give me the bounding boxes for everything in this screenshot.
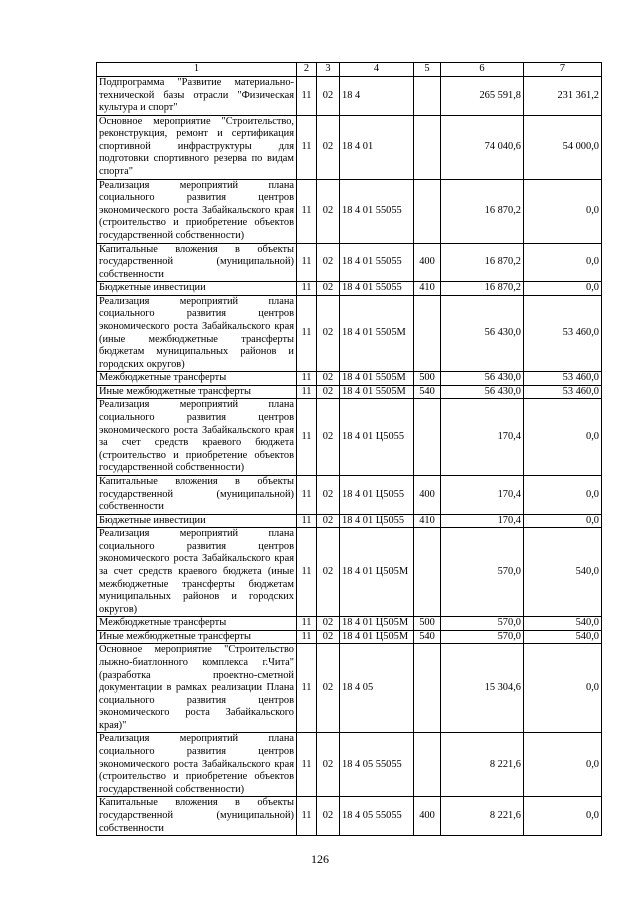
cell-subsection: 02 (317, 617, 340, 631)
cell-target-article: 18 4 01 5505М (340, 295, 414, 371)
cell-amount-1: 8 221,6 (441, 797, 524, 836)
header-col-3: 3 (317, 63, 340, 77)
cell-amount-2: 53 460,0 (524, 385, 602, 399)
cell-subsection: 02 (317, 295, 340, 371)
cell-section: 11 (297, 797, 317, 836)
cell-target-article: 18 4 05 (340, 644, 414, 733)
cell-amount-2: 231 361,2 (524, 77, 602, 116)
table-row (97, 528, 602, 617)
cell-subsection: 02 (317, 475, 340, 514)
cell-expense-type (414, 733, 441, 797)
cell-section: 11 (297, 115, 317, 179)
header-row (97, 63, 602, 77)
table-row (97, 295, 602, 371)
cell-amount-1: 8 221,6 (441, 733, 524, 797)
cell-name: Межбюджетные трансферты (97, 372, 297, 386)
cell-section: 11 (297, 475, 317, 514)
cell-expense-type (414, 399, 441, 475)
cell-amount-1: 56 430,0 (441, 372, 524, 386)
table-row (97, 514, 602, 528)
cell-subsection: 02 (317, 733, 340, 797)
cell-target-article: 18 4 05 55055 (340, 797, 414, 836)
cell-expense-type (414, 115, 441, 179)
cell-section: 11 (297, 733, 317, 797)
cell-subsection: 02 (317, 644, 340, 733)
cell-amount-1: 170,4 (441, 399, 524, 475)
cell-subsection: 02 (317, 179, 340, 243)
cell-expense-type: 500 (414, 617, 441, 631)
cell-subsection: 02 (317, 385, 340, 399)
cell-expense-type (414, 528, 441, 617)
cell-target-article: 18 4 (340, 77, 414, 116)
cell-amount-1: 56 430,0 (441, 385, 524, 399)
table-row (97, 617, 602, 631)
table-row (97, 77, 602, 116)
cell-name: Капитальные вложения в объекты государственной (муниципальной) собственности (97, 797, 297, 836)
cell-amount-2: 53 460,0 (524, 295, 602, 371)
cell-target-article: 18 4 01 55055 (340, 282, 414, 296)
table-header (97, 63, 602, 77)
cell-expense-type: 400 (414, 475, 441, 514)
cell-section: 11 (297, 399, 317, 475)
header-col-7: 7 (524, 63, 602, 77)
cell-amount-2: 0,0 (524, 282, 602, 296)
cell-name: Реализация мероприятий плана социального развития центров экономического роста Забайкальского края (строительство и приобретение объектов государственной собственности) (97, 733, 297, 797)
cell-amount-2: 540,0 (524, 617, 602, 631)
table-row (97, 630, 602, 644)
cell-target-article: 18 4 01 Ц5055 (340, 514, 414, 528)
cell-amount-2: 0,0 (524, 243, 602, 282)
cell-section: 11 (297, 528, 317, 617)
cell-amount-2: 0,0 (524, 797, 602, 836)
cell-section: 11 (297, 282, 317, 296)
header-col-1: 1 (97, 63, 297, 77)
cell-name: Капитальные вложения в объекты государственной (муниципальной) собственности (97, 475, 297, 514)
cell-subsection: 02 (317, 77, 340, 116)
cell-name: Бюджетные инвестиции (97, 514, 297, 528)
cell-section: 11 (297, 385, 317, 399)
cell-target-article: 18 4 01 Ц505М (340, 528, 414, 617)
cell-subsection: 02 (317, 243, 340, 282)
cell-subsection: 02 (317, 372, 340, 386)
cell-subsection: 02 (317, 630, 340, 644)
cell-amount-2: 53 460,0 (524, 372, 602, 386)
table-row (97, 115, 602, 179)
cell-amount-1: 265 591,8 (441, 77, 524, 116)
cell-section: 11 (297, 514, 317, 528)
cell-name: Иные межбюджетные трансферты (97, 630, 297, 644)
cell-amount-2: 0,0 (524, 644, 602, 733)
cell-target-article: 18 4 01 (340, 115, 414, 179)
cell-amount-2: 0,0 (524, 514, 602, 528)
cell-amount-1: 16 870,2 (441, 282, 524, 296)
table-body (97, 77, 602, 836)
page-number: 126 (311, 852, 329, 866)
cell-expense-type (414, 77, 441, 116)
cell-name: Реализация мероприятий плана социального развития центров экономического роста Забайкальского края за счет средств краевого бюджета (строительство и приобретение объектов государственной собственности) (97, 399, 297, 475)
cell-expense-type: 410 (414, 514, 441, 528)
cell-expense-type: 500 (414, 372, 441, 386)
cell-section: 11 (297, 243, 317, 282)
cell-expense-type: 540 (414, 385, 441, 399)
table-row (97, 385, 602, 399)
table-row (97, 372, 602, 386)
cell-target-article: 18 4 01 Ц5055 (340, 399, 414, 475)
cell-amount-1: 570,0 (441, 528, 524, 617)
cell-expense-type (414, 295, 441, 371)
cell-amount-1: 56 430,0 (441, 295, 524, 371)
cell-amount-2: 540,0 (524, 630, 602, 644)
cell-section: 11 (297, 644, 317, 733)
table-row (97, 797, 602, 836)
header-col-2: 2 (297, 63, 317, 77)
cell-name: Межбюджетные трансферты (97, 617, 297, 631)
table-row (97, 733, 602, 797)
cell-target-article: 18 4 01 Ц5055 (340, 475, 414, 514)
cell-amount-1: 570,0 (441, 617, 524, 631)
cell-section: 11 (297, 617, 317, 631)
header-col-4: 4 (340, 63, 414, 77)
cell-section: 11 (297, 179, 317, 243)
cell-target-article: 18 4 01 5505М (340, 372, 414, 386)
cell-section: 11 (297, 372, 317, 386)
cell-amount-2: 0,0 (524, 399, 602, 475)
cell-section: 11 (297, 630, 317, 644)
cell-target-article: 18 4 05 55055 (340, 733, 414, 797)
cell-subsection: 02 (317, 282, 340, 296)
cell-section: 11 (297, 295, 317, 371)
cell-name: Реализация мероприятий плана социального развития центров экономического роста Забайкальского края за счет средств краевого бюджета (иные межбюджетные трансферты бюджетам муниципальных районов и городских округов) (97, 528, 297, 617)
cell-amount-1: 170,4 (441, 514, 524, 528)
cell-subsection: 02 (317, 528, 340, 617)
cell-name: Основное мероприятие "Строительство лыжно-биатлонного комплекса г.Чита" (разработка проектно-сметной документации в рамках реализации Плана социального развития центров экономического роста Забайкальского края)" (97, 644, 297, 733)
budget-table (96, 62, 602, 836)
table-row (97, 282, 602, 296)
cell-expense-type: 400 (414, 797, 441, 836)
cell-expense-type (414, 179, 441, 243)
cell-amount-1: 16 870,2 (441, 179, 524, 243)
cell-amount-2: 0,0 (524, 179, 602, 243)
header-col-6: 6 (441, 63, 524, 77)
cell-amount-1: 16 870,2 (441, 243, 524, 282)
cell-amount-2: 0,0 (524, 475, 602, 514)
cell-name: Реализация мероприятий плана социального развития центров экономического роста Забайкальского края (строительство и приобретение объектов государственной собственности) (97, 179, 297, 243)
cell-subsection: 02 (317, 797, 340, 836)
table-row (97, 399, 602, 475)
cell-name: Подпрограмма "Развитие материально-технической базы отрасли "Физическая культура и спорт" (97, 77, 297, 116)
cell-target-article: 18 4 01 5505М (340, 385, 414, 399)
cell-name: Бюджетные инвестиции (97, 282, 297, 296)
cell-target-article: 18 4 01 Ц505М (340, 630, 414, 644)
cell-expense-type: 400 (414, 243, 441, 282)
cell-target-article: 18 4 01 Ц505М (340, 617, 414, 631)
cell-expense-type: 540 (414, 630, 441, 644)
cell-amount-1: 74 040,6 (441, 115, 524, 179)
table-row (97, 475, 602, 514)
cell-target-article: 18 4 01 55055 (340, 179, 414, 243)
cell-amount-2: 0,0 (524, 733, 602, 797)
cell-subsection: 02 (317, 514, 340, 528)
cell-amount-1: 15 304,6 (441, 644, 524, 733)
header-col-5: 5 (414, 63, 441, 77)
table-row (97, 644, 602, 733)
cell-name: Капитальные вложения в объекты государственной (муниципальной) собственности (97, 243, 297, 282)
cell-section: 11 (297, 77, 317, 116)
table-row (97, 243, 602, 282)
cell-subsection: 02 (317, 115, 340, 179)
cell-amount-2: 540,0 (524, 528, 602, 617)
cell-amount-2: 54 000,0 (524, 115, 602, 179)
cell-amount-1: 170,4 (441, 475, 524, 514)
cell-expense-type: 410 (414, 282, 441, 296)
table-row (97, 179, 602, 243)
cell-name: Иные межбюджетные трансферты (97, 385, 297, 399)
cell-name: Основное мероприятие "Строительство, реконструкция, ремонт и сертификация спортивной инфраструктуры для подготовки спортивного резерва по видам спорта" (97, 115, 297, 179)
cell-amount-1: 570,0 (441, 630, 524, 644)
cell-target-article: 18 4 01 55055 (340, 243, 414, 282)
cell-name: Реализация мероприятий плана социального развития центров экономического роста Забайкальского края (иные межбюджетные трансферты бюджетам муниципальных районов и городских округов) (97, 295, 297, 371)
cell-subsection: 02 (317, 399, 340, 475)
cell-expense-type (414, 644, 441, 733)
